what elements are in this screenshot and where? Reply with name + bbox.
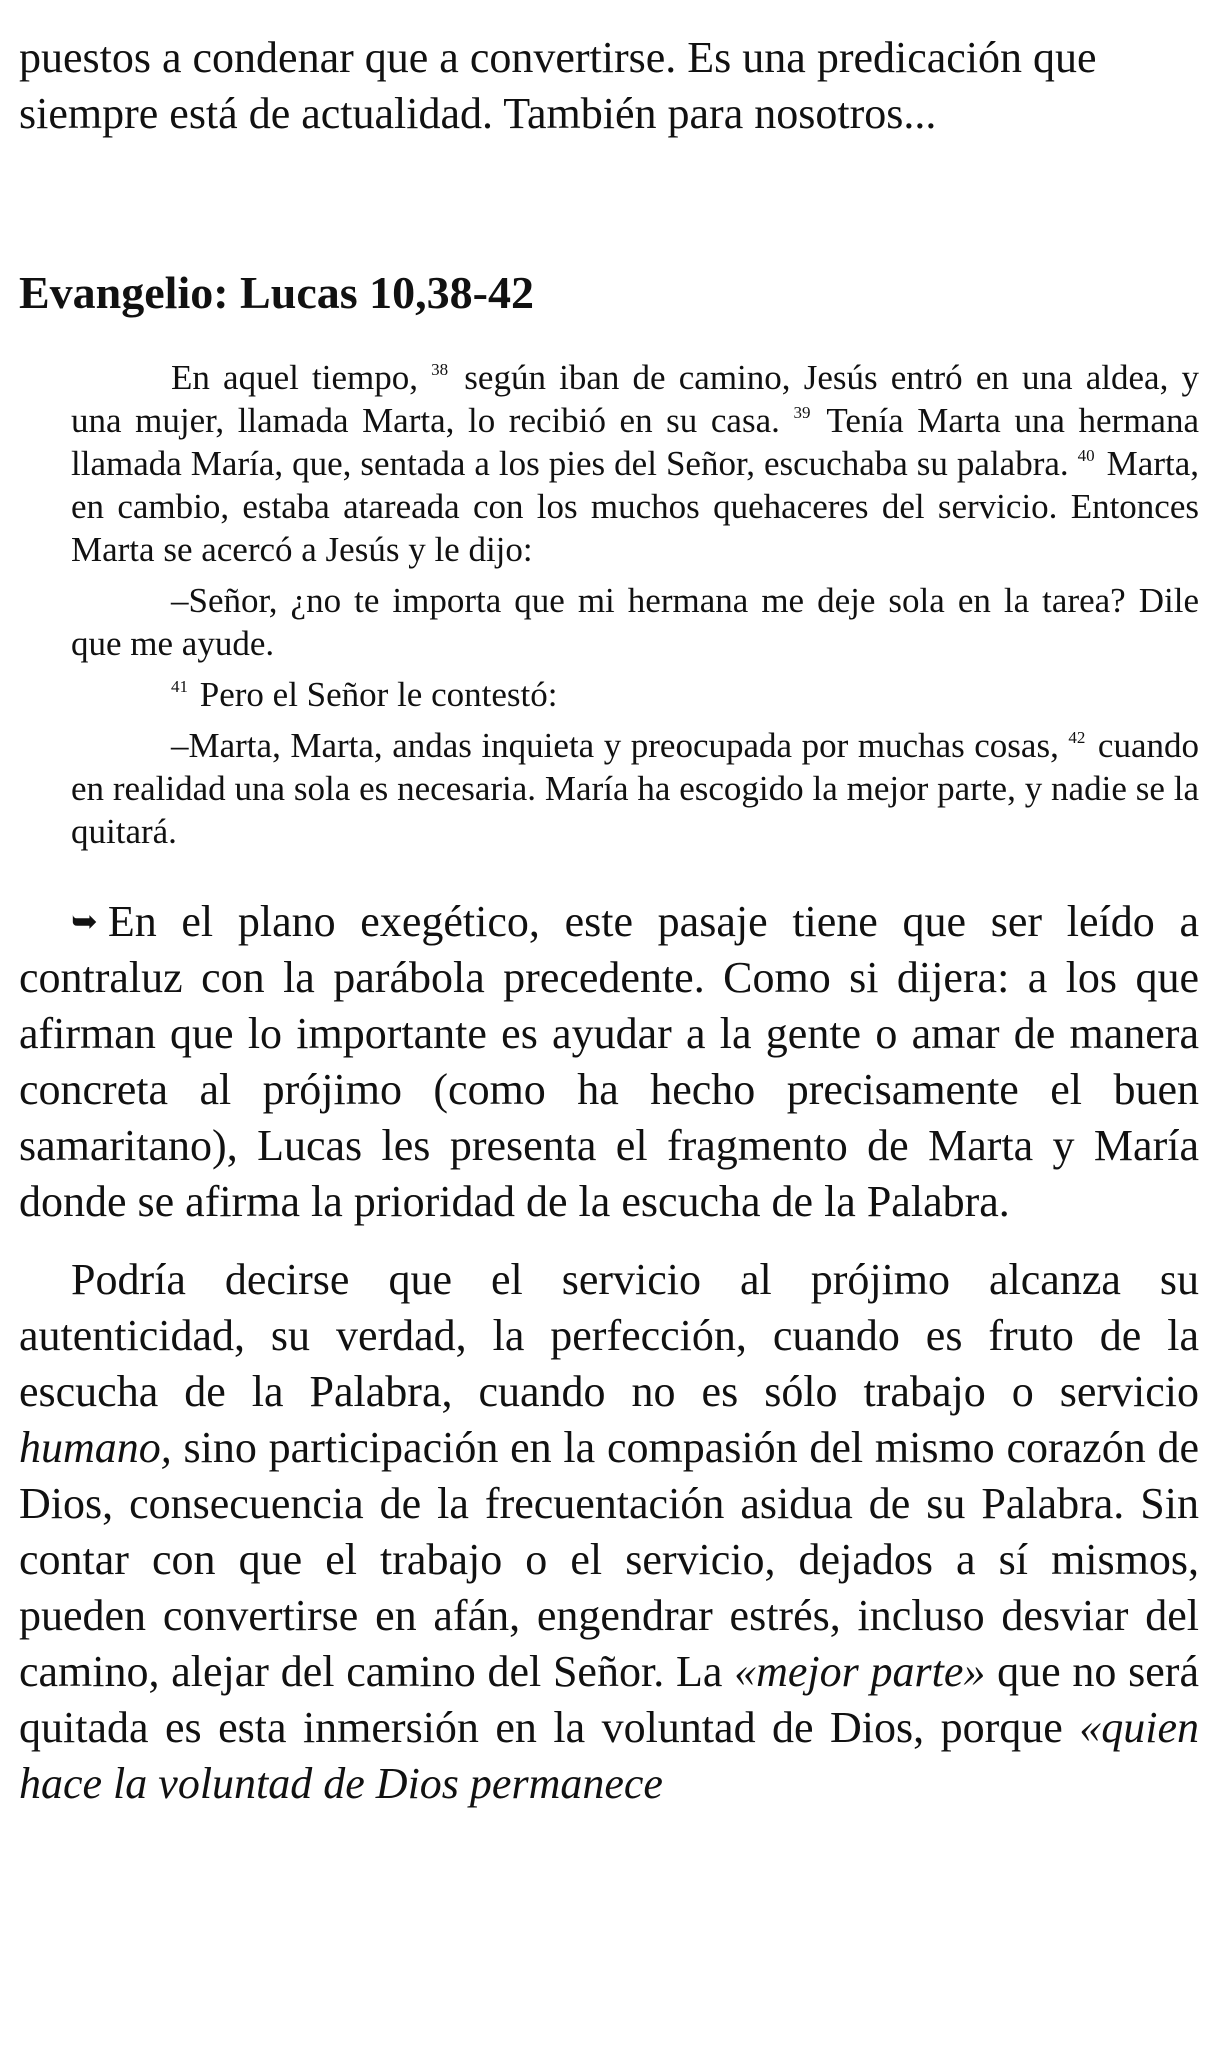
verse-number: 42 [1068, 728, 1086, 747]
gospel-text: cuando en realidad una sola es necesaria. María ha escogido la mejor parte, y nadie se la quitará. [71, 726, 1199, 851]
verse-number: 40 [1077, 446, 1095, 465]
verse-number: 39 [793, 403, 811, 422]
commentary-text: que no será quitada es esta inmersión en la voluntad de Dios, porque [19, 1647, 1199, 1752]
section-heading: Evangelio: Lucas 10,38-42 [19, 267, 534, 318]
commentary-paragraph [19, 893, 1199, 1230]
gospel-paragraph [71, 356, 1199, 571]
gospel-text: Marta, en cambio, estaba atareada con los muchos quehaceres del servicio. Entonces Marta se acercó a Jesús y le dijo: [71, 444, 1200, 569]
intro-paragraph [19, 30, 1199, 142]
emphasis-text: «mejor parte» [734, 1647, 986, 1696]
verse-number: 41 [171, 677, 188, 696]
commentary [19, 893, 1199, 1812]
intro-text: puestos a condenar que a convertirse. Es una predicación que siempre está de actualidad. También para nosotros... [19, 33, 1097, 138]
commentary-text: En el plano exegético, este pasaje tiene que ser leído a contraluz con la parábola precedente. Como si dijera: a los que afirman que lo importante es ayudar a la gente o amar de manera concreta al prójimo (como ha hecho precisamente el buen samaritano), Lucas les presenta el fragmento de Marta y María donde se afirma la prioridad de la escucha de la Palabra. [19, 897, 1199, 1226]
arrow-right-icon: ➥ [71, 903, 98, 939]
gospel-passage [71, 356, 1199, 853]
commentary-text: Podría decirse que el servicio al prójimo alcanza su autenticidad, su verdad, la perfección, cuando es fruto de la escucha de la Palabra, cuando no es sólo trabajo o servicio [19, 1255, 1199, 1416]
gospel-dialogue: –Señor, ¿no te importa que mi hermana me deje sola en la tarea? Dile que me ayude. [71, 581, 1199, 663]
gospel-text: Pero el Señor le contestó: [191, 675, 558, 714]
gospel-dialogue [71, 724, 1199, 853]
gospel-text: En aquel tiempo, [171, 358, 432, 397]
verse-number: 38 [431, 360, 449, 379]
commentary-text: sino participación en la compasión del mismo corazón de Dios, consecuencia de la frecuentación asidua de su Palabra. Sin contar con que el trabajo o el servicio, dejados a sí mismos, pueden convertirse en afán, engendrar estrés, incluso desviar del camino, alejar del camino del Señor. La [19, 1423, 1199, 1696]
gospel-text: Tenía Marta una hermana llamada María, que, sentada a los pies del Señor, escuchaba su palabra. [71, 401, 1199, 483]
gospel-text: según iban de camino, Jesús entró en una aldea, y una mujer, llamada Marta, lo recibió en su casa. [71, 358, 1199, 440]
gospel-text: –Marta, Marta, andas inquieta y preocupada por muchas cosas, [171, 726, 1069, 765]
book-page [19, 30, 1199, 1812]
emphasis-text: humano, [19, 1423, 172, 1472]
commentary-paragraph [19, 1252, 1199, 1812]
gospel-paragraph [71, 673, 1199, 716]
emphasis-text: «quien hace la voluntad de Dios permanece [19, 1703, 1199, 1808]
